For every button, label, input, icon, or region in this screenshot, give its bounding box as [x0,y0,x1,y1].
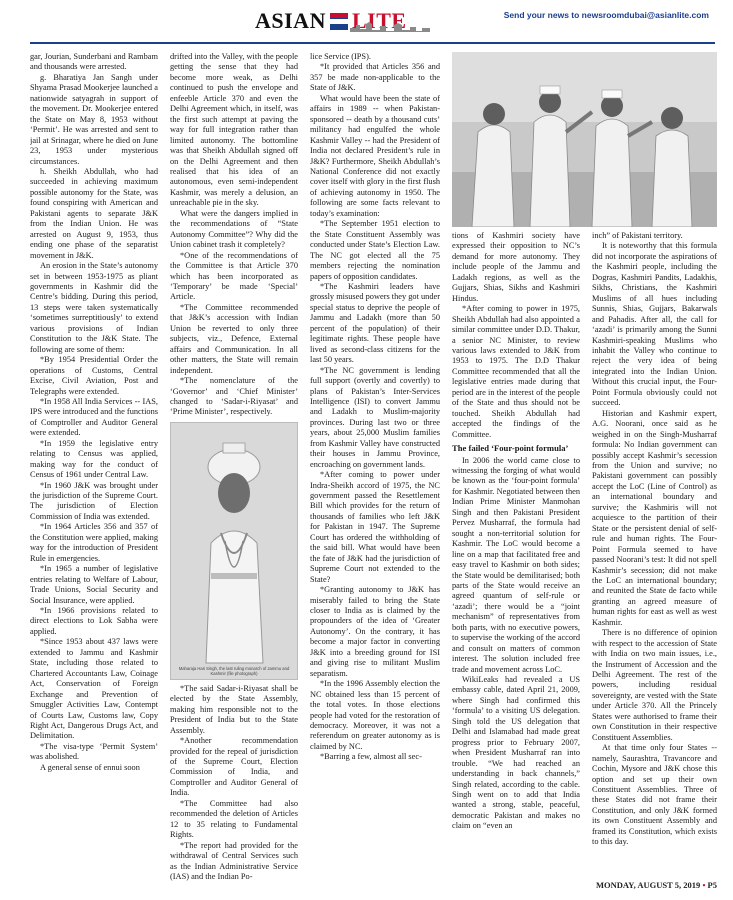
article-paragraph: lice Service (IPS). [310,52,371,61]
union-flag-icon [330,13,348,29]
article-paragraph: *Another recommendation provided for the repeal of jurisdiction of the Supreme Court, Election Commission of India, and Comptroller and Auditor General of India. [170,736,298,798]
column-5 [592,231,717,884]
article-paragraph: *The Kashmiri leaders have grossly misused powers they got under special status to deprive the people of Jammu and Ladakh (more than 50 percent of the population) of their legitimate rights. These people have lived as second-class citizens for the last 50 years. [310,281,440,365]
article-paragraph: WikiLeaks had revealed a US embassy cable, dated April 21, 2009, where Singh had confirmed this ‘formula’ to a visiting US delegation. Singh told the US delegation that Delhi and Islamabad had made great progress prior to February 2007, when President Musharraf ran into trouble. “We had reached an understanding in back channels,” Singh related, according to the cable. Singh went on to add that India wanted a strong, stable, peaceful, democratic Pakistan and makes no claim on “even an [452,675,580,831]
article-paragraph: *The Committee had also recommended the deletion of Articles 12 to 35 relating to Fundamental Rights. [170,798,298,840]
footer-page-number: P5 [707,880,717,890]
article-paragraph: *The NC government is lending full support (overtly and covertly) to plans of Pakistan’s Inter-Services Intelligence (ISI) to convert Jammu and Ladakh to Muslim-majority provinces. During last two or three years, about 25,000 Muslim families from Kashmir Valley have constructed their houses in Jammu Province, encroaching on government lands. [310,365,440,469]
column-1 [30,52,158,884]
article-paragraph: tions of Kashmiri society have expressed their opposition to NC’s demand for more autonomy. They include people of the Jammu and Ladakh regions, as well as the Gujjars, Shias, Sikhs and Kashmiri Hindus. [452,231,580,303]
article-paragraph: *The report had provided for the withdrawal of Central Services such as the Indian Administrative Service (IAS) and the Indian Po- [170,840,298,882]
article-paragraph: *The visa-type ‘Permit System’ was abolished. [30,741,158,762]
article-paragraph: Historian and Kashmir expert, A.G. Noorani, once said as he weighed in on the Singh-Musharraf formula: No Indian government can possibly accept Kashmir’s secession from the Union and survive; no Pakistani government can possibly accept the LoC (Line of Control) as an international boundary and survive; the Kashmiris will not acquiesce to the partition of their State or the persistent denial of self-rule and human rights. The Four-Point Formula seemed to have passed Noorani’s test: It did not spell Kashmir’s secession; did not make the LoC an international boundary; and reunited the State de facto while granting an agreed measure of human rights for east as well as west Kashmir. [592,408,717,627]
footer-separator: • [702,880,706,890]
article-paragraph: A general sense of ennui soon [40,762,140,772]
skyline-icon [350,22,430,32]
article-paragraph: *In the 1996 Assembly election the NC obtained less than 15 percent of the total votes. In those elections people had voted for the restoration of democracy. Moreover, it was not a referendum on greater autonomy as is claimed by NC. [310,679,440,751]
article-paragraph: In 2006 the world came close to witnessing the forging of what would be known as the ‘four-point formula’ for Kashmir. Negotiated between then Indian Prime Minister Manmohan Singh and then Pakistani President Pervez Musharraf, the formula had sought a non-territorial solution for Kashmir. The LoC would become a line on a map that facilitated free and easy travel to Kashmir on both sides; the State would be demilitarised; both parts of the State would receive an agreed quantum of self-rule or ‘azadi’; there would be a “joint mechanism” of representatives from both parts, with no executive powers, to supervise the working of the accord and consult on matters of common interest. The solution included free trade and movement across LoC. [452,455,580,674]
article-paragraph: *In 1966 provisions related to direct elections to Lok Sabha were applied. [30,606,158,636]
article-paragraph: *In 1959 the legislative entry relating to Census was applied, making way for the conduct of Census of 1961 under Central Law. [30,438,158,480]
article-paragraph: *The nomenclature of the ‘Governor’ and ‘Chief Minister’ changed to ‘Sadar-i-Riyasat’ and ‘Prime Minister’, respectively. [170,376,298,417]
article-paragraph: *In 1964 Articles 356 and 357 of the Constitution were applied, making way for the introduction of President Rule in emergencies. [30,522,158,563]
article-paragraph: *The Committee recommended that J&K’s accession with Indian Union be reverted to only three subjects, viz., Defence, External affairs and Communication. In all other matters, the State will remain independent. [170,302,298,375]
column-3 [310,52,440,884]
article-paragraph: *In 1958 All India Services -- IAS, IPS were introduced and the functions of Comptroller and Auditor General were extended. [30,396,158,438]
article-paragraph: At that time only four States -- namely, Saurashtra, Travancore and Cochin, Mysore and J&K chose this option and set up their own Constituent Assemblies. Three of these States did not frame their Constitution, and only J&K formed its own Constituent Assembly and framed its Constitution, which exists to this day. [592,743,717,847]
article-paragraph: *Granting autonomy to J&K has miserably failed to bring the State closer to India as is claimed by the propounders of the idea of ‘Greater Autonomy’. On the contrary, it has become a major factor in converting J&K into a breeding ground for ISI and giving rise to militant Muslim separatism. [310,585,440,678]
article-paragraph: *The September 1951 election to the State Constituent Assembly was conducted under State’s Election Law. The NC got elected all the 75 members rejecting the nomination papers of opposition candidates. [310,219,440,281]
masthead [0,0,733,44]
historic-group-photo [452,52,717,227]
article-paragraph: g. Bharatiya Jan Sangh under Shyama Prasad Mookerjee launched a nationwide satyagrah in support of the movement. Dr. Mookerjee entered the State on May 8, 1953 without ‘Permit’. He was arrested and sent to jail at Srinagar, where he died on June 23, 1953 under mysterious circumstances. [30,72,158,166]
column-2-top-text [170,52,298,418]
photo-caption: Maharaja Hari Singh, the last ruling monarch of Jammu and Kashmir (file photograph) [178,665,290,676]
article-paragraph: *The said Sadar-i-Riyasat shall be elected by the State Assembly, making him responsible not to the President of India but to the State Assembly. [170,683,298,735]
article-paragraph: *Since 1953 about 437 laws were extended to Jammu and Kashmir State, including those related to Chartered Accountants Law, Coinage Act, Conservation of Foreign Exchange and Prevention of Smuggler Activities Law, Contempt of Courts Law, Customs law, Copy Right Act, Dangerous Drugs Act, and Delimitation. [30,637,158,741]
article-paragraph: It is noteworthy that this formula did not incorporate the aspirations of the Kashmiri people, including the Dogras, Kashmiri Pandits, Ladakhis, Sikhs, Christians, the Kashmiri Muslims of all hues including Sunnis, Shias, Gujjars, Bakarwals and Pahadis. After all, the call for ‘azadi’ is primarily among the Sunni Kashmiri-speaking Muslims who inhabit the Valley who continue to reject the very idea of being integrated into the Indian Union. Without this crucial input, the Four-Point Formula obviously could not succeed. [592,241,717,408]
article-paragraph: *By 1954 Presidential Order the operations of Customs, Central Excise, Civil Aviation, Post and Telegraphs were extended. [30,355,158,396]
column-2-bottom-text [170,684,298,883]
article-paragraph: gar, Jourian, Sunderbani and Rambam and thousands were arrested. [30,52,158,72]
article-paragraph: What would have been the state of affairs in 1989 -- when Pakistan-sponsored -- death by a thousand cuts’ militancy had engulfed the whole Kashmir Valley -- had the President of India not declared President’s rule in J&K? Furthermore, Sheikh Abdullah’s National Conference did not exactly cover itself with glory in the first flush of achieving autonomy in 1950. The following are some facts relevant to today’s examination: [310,93,440,218]
footer-date: MONDAY, AUGUST 5, 2019 [596,880,701,890]
logo-text-lite: LITE [351,8,407,33]
column-4 [452,231,580,884]
column-2 [170,52,298,884]
article-paragraph: *One of the recommendations of the Committee is that Article 370 which has been incorporated as ‘Temporary’ be made ‘Special’ Article. [170,250,298,302]
article-paragraph: What were the dangers implied in the recommendations of “State Autonomy Committee”? Why did the Union cabinet trash it completely? [170,208,298,250]
article-paragraph: *In 1960 J&K was brought under the jurisdiction of the Supreme Court. The jurisdiction of Election Commission of India was extended. [30,480,158,521]
article-paragraph: There is no difference of opinion with respect to the accession of State with India on two main issues, i.e., the Instrument of Accession and the Delhi Agreement. The rest of the powers, including residual sovereignty, are vested with the State under Article 370. All the Princely States were authorised to frame their own Constitution in their respective Constituent Assemblies. [592,628,717,742]
maharaja-portrait-photo [170,422,298,680]
article-paragraph: *Barring a few, almost all sec- [320,752,422,762]
article-paragraph: *After coming to power under Indra-Sheikh accord of 1975, the NC government passed the Resettlement Bill which provides for the return of thousands of families who left J&K for Pakistan in 1947. The Supreme Court has ordered the withholding of the said bill. What would have been the fate of J&K had the jurisdiction of Supreme Court not extended to the State? [310,470,440,584]
article-paragraph: *It provided that Articles 356 and 357 be made non-applicable to the State of J&K. [310,62,440,93]
header-rule [30,42,715,44]
article-paragraph: An erosion in the State’s autonomy set in between 1953-1975 as pliant governments in Kashmir did the Centre’s bidding. During this period, 13 steps were taken systematically ‘sometimes surreptitiously’ to extend various provisions of Indian Constitution to the J&K State. The following are some of them: [30,261,158,354]
group-photo-figures-icon [452,52,717,227]
logo-text-asian: ASIAN [255,8,326,33]
article-paragraph: h. Sheikh Abdullah, who had succeeded in achieving maximum possible autonomy for the State, was found conspiring with American and Pakistani agents to separate J&K from the Indian Union. He was arrested on August 9, 1953, thus ending one phase of the separatist movement in J&K. [30,166,158,260]
article-paragraph: inch” of Pakistani territory. [592,231,683,240]
article-paragraph: *In 1965 a number of legislative entries relating to Welfare of Labour, Trade Unions, Social Security and Social Insurance, were applied. [30,564,158,605]
page-footer [596,880,717,890]
portrait-figure-icon [171,423,297,679]
article-paragraph: *After coming to power in 1975, Sheikh Abdullah had also appointed a similar committee under D.D. Thakur, a senior NC Minister, to review various laws extended to J&K from 1953 to 1975. The D.D Thakur Committee recommended that all the legislative entries made during that period are in the interest of the people of the State and thus should not be touched. Sheikh Abdullah had accepted the findings of the Committee. [452,304,580,439]
section-heading: The failed ‘Four-point formula’ [452,443,569,454]
contact-email-line[interactable]: Send your news to newsroomdubai@asianlite.com [503,10,709,20]
article-paragraph: drifted into the Valley, with the people getting the sense that they had become more weak, as Delhi continued to push the envelope and enfeeble Article 370 and even the Delhi Agreement which, in itself, was the first such attempt at paving the way for full integration rather than limited autonomy. The bottomline was that Sheikh Abdullah signed off on the Delhi Agreement and then realised that his idea of an autonomous, even semi-independent Kashmir, was merely a delusion, an unreachable pie in the sky. [170,52,298,208]
